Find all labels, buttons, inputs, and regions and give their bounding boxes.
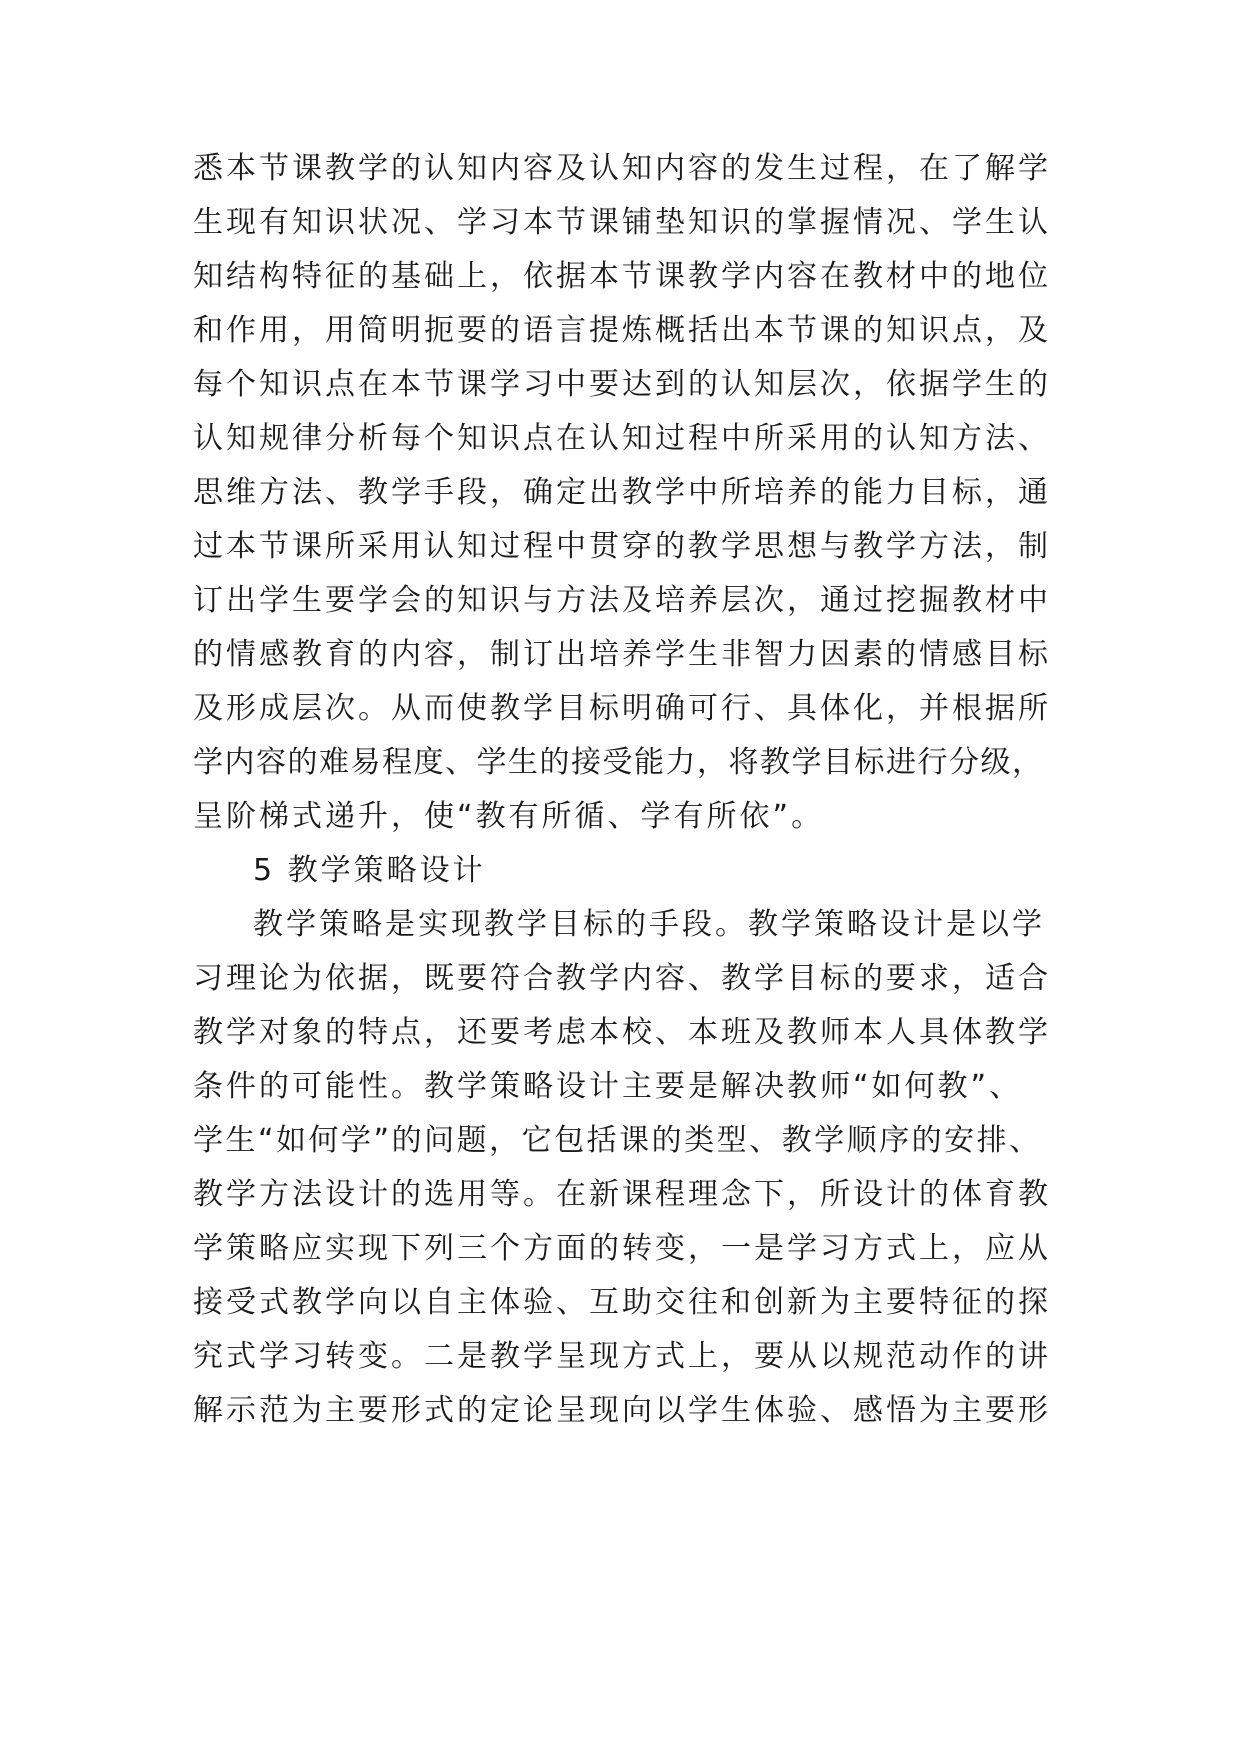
paragraph-line: 每个知识点在本节课学习中要达到的认知层次，依据学生的 — [193, 367, 1051, 402]
paragraph-line: 呈阶梯式递升，使“教有所循、学有所依”。 — [193, 799, 825, 834]
paragraph-line: 及形成层次。从而使教学目标明确可行、具体化，并根据所 — [193, 691, 1051, 726]
paragraph-line: 教学策略是实现教学目标的手段。教学策略设计是以学 — [253, 907, 1045, 942]
paragraph-line: 生现有知识状况、学习本节课铺垫知识的掌握情况、学生认 — [193, 205, 1051, 240]
paragraph-line: 订出学生要学会的知识与方法及培养层次，通过挖掘教材中 — [193, 583, 1051, 618]
paragraph-line: 知结构特征的基础上，依据本节课教学内容在教材中的地位 — [193, 259, 1051, 294]
paragraph-line: 学策略应实现下列三个方面的转变，一是学习方式上，应从 — [193, 1231, 1051, 1266]
paragraph-line: 解示范为主要形式的定论呈现向以学生体验、感悟为主要形 — [193, 1393, 1051, 1428]
paragraph-line: 悉本节课教学的认知内容及认知内容的发生过程，在了解学 — [193, 151, 1051, 186]
paragraph-line: 学生“如何学”的问题，它包括课的类型、教学顺序的安排、 — [193, 1123, 1042, 1158]
paragraph-line: 认知规律分析每个知识点在认知过程中所采用的认知方法、 — [193, 421, 1051, 456]
paragraph-line: 究式学习转变。二是教学呈现方式上，要从以规范动作的讲 — [193, 1339, 1051, 1374]
paragraph-line: 习理论为依据，既要符合教学内容、教学目标的要求，适合 — [193, 961, 1051, 996]
paragraph-line: 教学方法设计的选用等。在新课程理念下，所设计的体育教 — [193, 1177, 1051, 1212]
section-heading: 5 教学策略设计 — [253, 853, 486, 888]
paragraph-line: 学内容的难易程度、学生的接受能力，将教学目标进行分级， — [193, 745, 1044, 780]
paragraph-line: 的情感教育的内容，制订出培养学生非智力因素的情感目标 — [193, 637, 1051, 672]
paragraph-line: 思维方法、教学手段，确定出教学中所培养的能力目标，通 — [193, 475, 1051, 510]
paragraph-line: 教学对象的特点，还要考虑本校、本班及教师本人具体教学 — [193, 1015, 1051, 1050]
paragraph-line: 和作用，用简明扼要的语言提炼概括出本节课的知识点，及 — [193, 313, 1051, 348]
paragraph-line: 条件的可能性。教学策略设计主要是解决教师“如何教”、 — [193, 1069, 1023, 1104]
paragraph-line: 过本节课所采用认知过程中贯穿的教学思想与教学方法，制 — [193, 529, 1051, 564]
paragraph-line: 接受式教学向以自主体验、互助交往和创新为主要特征的探 — [193, 1285, 1051, 1320]
